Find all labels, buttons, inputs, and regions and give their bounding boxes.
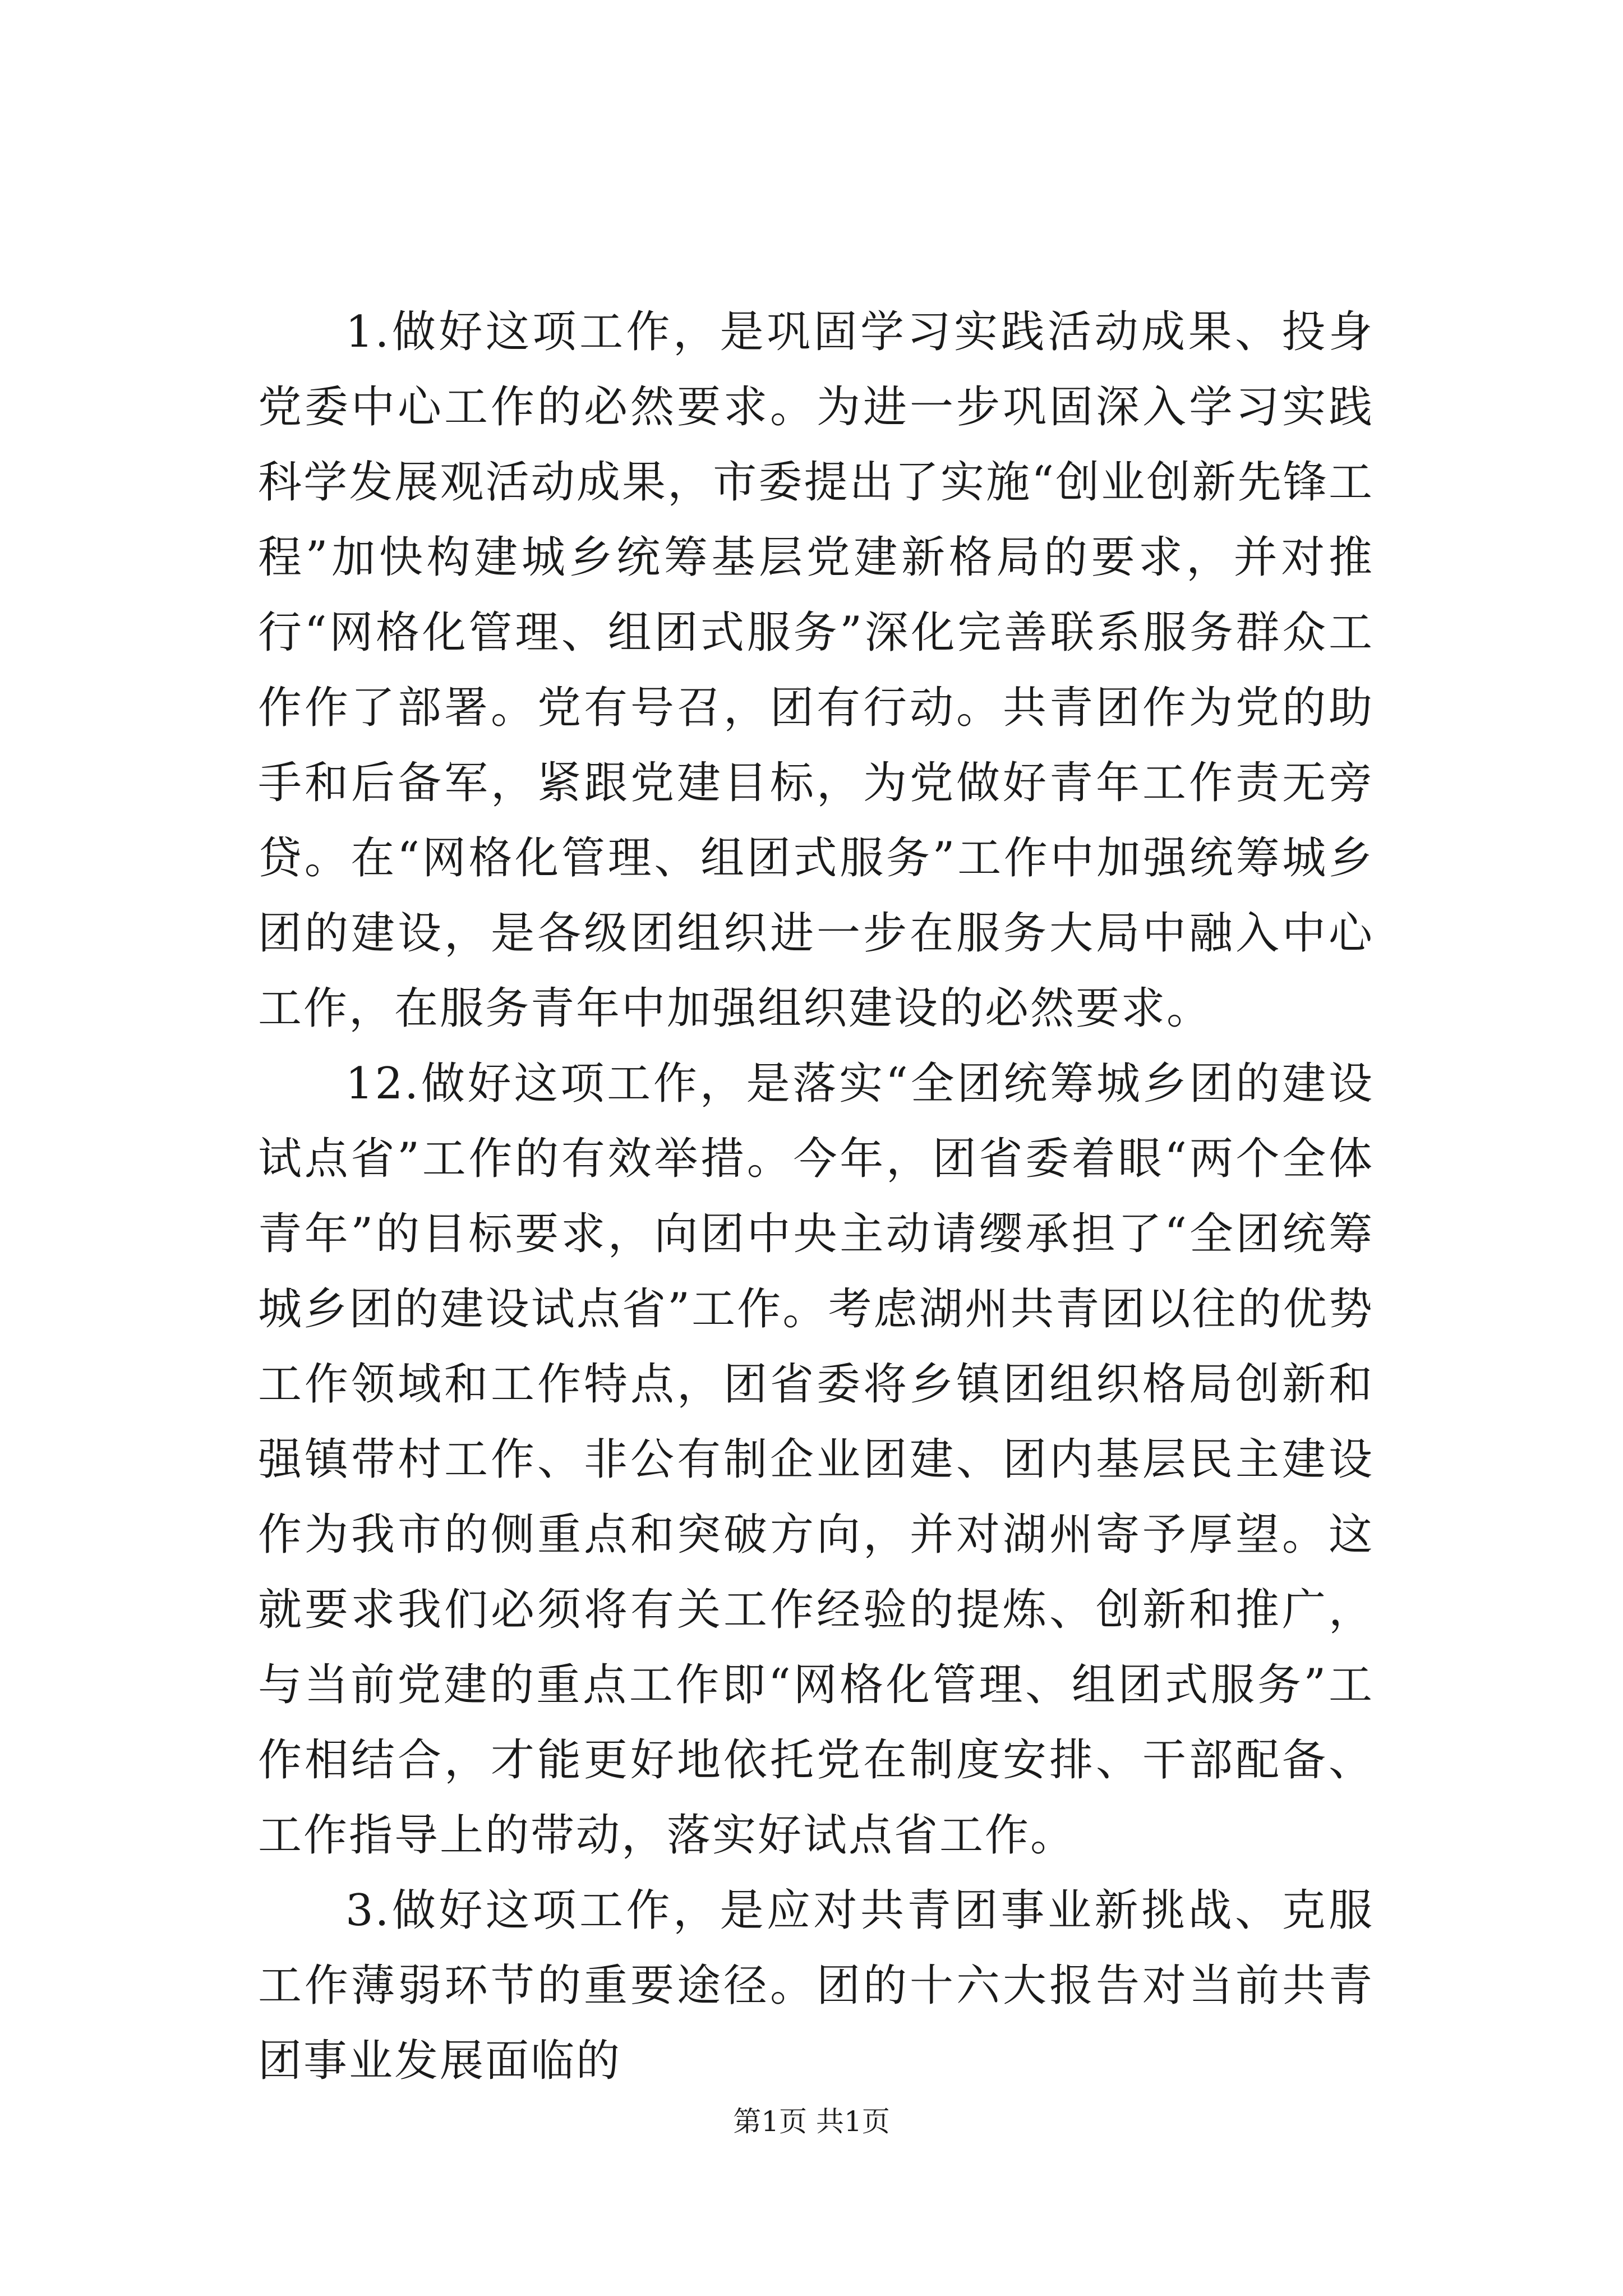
document-body [258,295,1374,2099]
paragraph-2: 12.做好这项工作，是落实“全团统筹城乡团的建设试点省”工作的有效举措。今年，团省委着眼“两个全体青年”的目标要求，向团中央主动请缨承担了“全团统筹城乡团的建设试点省”工作。考虑湖州共青团以往的优势工作领域和工作特点，团省委将乡镇团组织格局创新和强镇带村工作、非公有制企业团建、团内基层民主建设作为我市的侧重点和突破方向，并对湖州寄予厚望。这就要求我们必须将有关工作经验的提炼、创新和推广，与当前党建的重点工作即“网格化管理、组团式服务”工作相结合，才能更好地依托党在制度安排、干部配备、工作指导上的带动，落实好试点省工作。 [258,1059,1374,1861]
paragraph-1: 1.做好这项工作，是巩固学习实践活动成果、投身党委中心工作的必然要求。为进一步巩固深入学习实践科学发展观活动成果，市委提出了实施“创业创新先锋工程”加快构建城乡统筹基层党建新格局的要求，并对推行“网格化管理、组团式服务”深化完善联系服务群众工作作了部署。党有号召，团有行动。共青团作为党的助手和后备军，紧跟党建目标，为党做好青年工作责无旁贷。在“网格化管理、组团式服务”工作中加强统筹城乡团的建设，是各级团组织进一步在服务大局中融入中心工作，在服务青年中加强组织建设的必然要求。 [258,307,1374,1034]
page-footer: 第1页 共1页 [733,2105,890,2138]
paragraph-3: 3.做好这项工作，是应对共青团事业新挑战、克服工作薄弱环节的重要途径。团的十六大报告对当前共青团事业发展面临的 [258,1885,1374,2086]
